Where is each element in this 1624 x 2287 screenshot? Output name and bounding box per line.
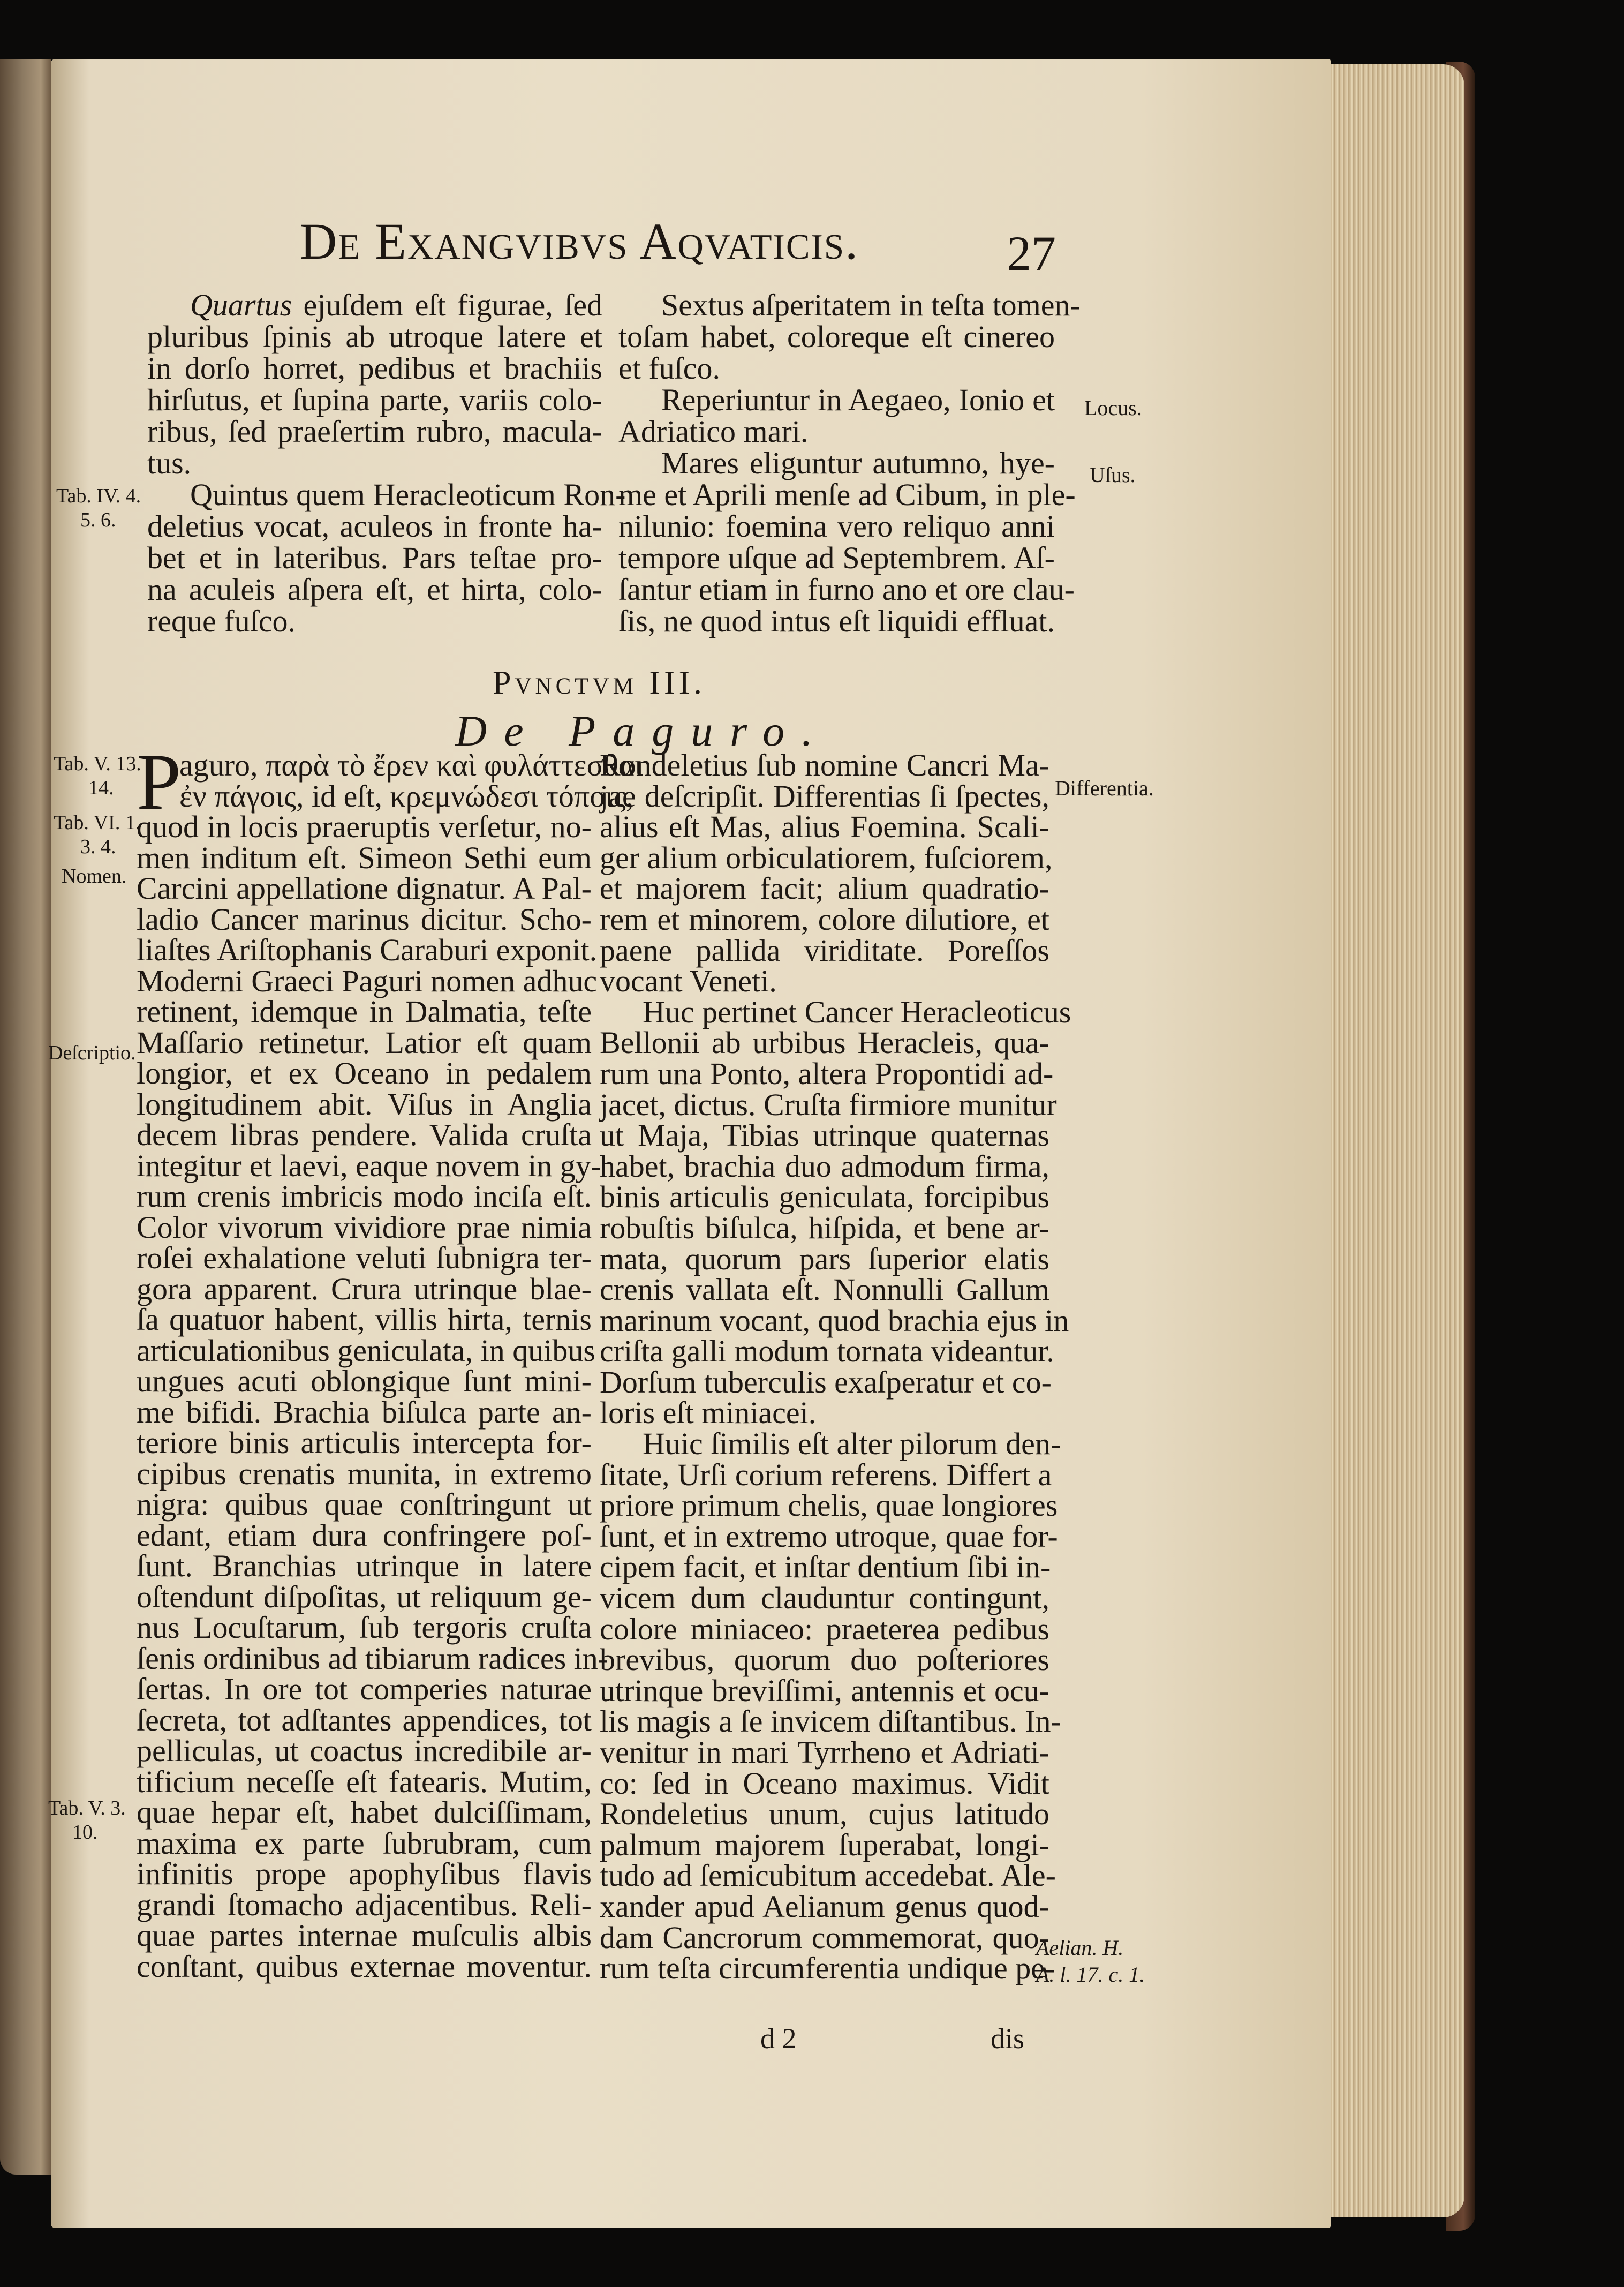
text-line: nigra: quibus quae conſtringunt ut [137,1487,592,1522]
text-line: liaſtes Ariſtophanis Caraburi exponit. [137,932,598,967]
top-left-column [147,288,626,638]
text-line: retinent, idemque in Dalmatia, teſte [137,994,592,1029]
text-line: ſitate, Urſi corium referens. Differt a [600,1457,1052,1492]
text-line: quod in locis praeruptis verſetur, no- [137,809,592,844]
text-line: Rondeletius ſub nomine Cancri Ma- [600,748,1049,783]
text-line: crenis vallata eſt. Nonnulli Gallum [600,1272,1049,1307]
left-main-column [137,738,643,1984]
text-line: colore miniaceo: praeterea pedibus [600,1611,1049,1646]
text-line: ſunt, et in extremo utroque, quae for- [600,1518,1058,1554]
text-line: ungues acuti oblongique ſunt mini- [137,1364,592,1398]
text-line: articulationibus geniculata, in quibus [137,1333,595,1368]
text-line: edant, etiam dura confringere poſ- [137,1517,592,1553]
text-line: Rondeletius unum, cujus latitudo [600,1796,1049,1832]
text-line: loris eſt miniacei. [600,1395,817,1431]
margin-note-tab-v: Tab. V. 13. [54,753,141,775]
text-line: brevibus, quorum duo poſteriores [600,1642,1049,1677]
text-line: dam Cancrorum commemorat, quo- [600,1920,1049,1955]
text-line: ſecreta, tot adſtantes appendices, tot [137,1702,592,1737]
italic-word: Quartus [190,288,292,322]
text-line: pluribus ſpinis ab utroque latere et [147,319,602,354]
margin-note-aelian-ref: A. l. 17. c. 1. [1036,1962,1145,1987]
margin-note-differentia: Differentia. [1055,776,1154,800]
text-line: ger alium orbiculatiorem, fuſciorem, [600,840,1053,875]
text-line: Moderni Graeci Paguri nomen adhuc [137,963,598,998]
text-line: cipem facit, et inſtar dentium ſibi in- [600,1549,1051,1585]
text-line: priore primum chelis, quae longiores [600,1488,1058,1523]
text-line: rem et minorem, colore dilutiore, et [600,901,1049,937]
margin-note-tab-v3-sub: 10. [72,1821,98,1844]
text-line: aguro, παρὰ τὸ ἔρεν καὶ φυλάττεσθαι [179,748,643,783]
text-line: Dorſum tuberculis exaſperatur et co- [600,1364,1052,1400]
text-line: mata, quorum pars ſuperior elatis [600,1241,1049,1276]
text-line: Huc pertinet Cancer Heracleoticus [643,994,1071,1029]
text-line: rum teſta circumferentia undique pe- [600,1951,1055,1986]
text-line: quae partes internae muſculis albis [137,1918,592,1953]
margin-note-tab-v3: Tab. V. 3. [48,1797,126,1819]
text-line: roſei exhalatione veluti ſubnigra ter- [137,1240,592,1275]
text-line: Mares eliguntur autumno, hye- [661,446,1055,480]
text-line: ἐν πάγοις, id eſt, κρεμνώδεσι τόποις, [179,778,634,814]
text-line: men inditum eſt. Simeon Sethi eum [137,840,592,875]
text-line: gora apparent. Crura utrinque blae- [137,1271,592,1306]
text-line: ſantur etiam in furno ano et ore clau- [618,572,1075,607]
text-line: Adriatico mari. [618,414,809,449]
text-line: alius eſt Mas, alius Foemina. Scali- [600,809,1049,845]
text-line: maxima ex parte ſubrubram, cum [137,1825,592,1861]
margin-note-tab-vi-sub: 3. 4. [80,836,116,858]
text-line: toſam habet, coloreque eſt cinereo [618,319,1055,354]
text-line: co: ſed in Oceano maximus. Vidit [600,1765,1049,1801]
text-line: infinitis prope apophyſibus flavis [137,1856,592,1891]
left-page-edge [0,59,51,2175]
margin-note-tab-iv-sub: 5. 6. [80,509,116,531]
text-line: ſenis ordinibus ad tibiarum radices in- [137,1641,609,1676]
text-line: ſa quatuor habent, villis hirta, ternis [137,1302,592,1337]
text-line: ut Maja, Tibias utrinque quaternas [600,1118,1049,1153]
text-line: Reperiuntur in Aegaeo, Ionio et [661,382,1055,417]
text-line: ladio Cancer marinus dicitur. Scho- [137,901,592,937]
text-line: paene pallida viriditate. Poreſſos [600,932,1049,968]
top-right-column [618,288,1081,638]
text-line: robuſtis biſulca, hiſpida, et bene ar- [600,1210,1049,1245]
text-line: ſunt. Branchias utrinque in latere [137,1548,592,1583]
text-line: me et Aprili menſe ad Cibum, in ple- [618,477,1076,512]
text-line: tificium neceſſe eſt fatearis. Mutim, [137,1764,592,1799]
section-title: De Paguro. [455,706,830,755]
text-line: hirſutus, et ſupina parte, variis colo- [147,382,602,417]
text-line: vocant Veneti. [600,964,777,999]
text-line: decem libras pendere. Valida cruſta [137,1117,592,1152]
text-line: teriore binis articulis intercepta for- [137,1425,592,1460]
text-line: lis magis a ſe invicem diſtantibus. In- [600,1704,1061,1739]
page-number: 27 [1007,226,1056,281]
text-line: et fuſco. [618,351,721,386]
text-line: habet, brachia duo admodum firma, [600,1148,1049,1184]
margin-note-tab-vi: Tab. VI. 1. [54,811,141,834]
text-line: vicem dum clauduntur contingunt, [600,1581,1049,1616]
section-number: Pvnctvm III. [493,665,706,701]
text-line: utrinque breviſſimi, antennis et ocu- [600,1673,1049,1708]
text-line: Bellonii ab urbibus Heracleis, qua- [600,1025,1049,1060]
text-line: integitur et laevi, eaque novem in gy- [137,1148,602,1183]
text-line: Carcini appellatione dignatur. A Pal- [137,871,592,906]
text-line: venitur in mari Tyrrheno et Adriati- [600,1735,1049,1770]
text-line: xander apud Aelianum genus quod- [600,1889,1049,1924]
text-line: rum crenis imbricis modo inciſa eſt. [137,1179,592,1214]
text-line: rum una Ponto, altera Propontidi ad- [600,1056,1054,1091]
text-line: nus Locuſtarum, ſub tergoris cruſta [137,1610,592,1645]
text-line: me bifidi. Brachia biſulca parte an- [137,1394,592,1430]
text-line: bet et in lateribus. Pars teſtae pro- [147,540,602,575]
text-line: reque fuſco. [147,604,296,638]
text-line: conſtant, quibus externae moventur. [137,1949,592,1984]
text-line: in dorſo horret, pedibus et brachiis [147,351,602,386]
text-line: grandi ſtomacho adjacentibus. Reli- [137,1887,592,1922]
running-header-title: De Exangvibvs Aqvaticis. [300,213,859,270]
text-line: longior, et ex Oceano in pedalem [137,1056,592,1090]
text-line: tempore uſque ad Septembrem. Aſ- [618,540,1055,575]
margin-note-descriptio: Deſcriptio. [48,1042,136,1064]
margin-note-locus: Locus. [1084,396,1142,420]
right-main-column [600,748,1071,1986]
margin-note-usus: Uſus. [1090,463,1136,487]
margin-note-tab-v-sub: 14. [88,777,114,799]
text-line: criſta galli modum tornata videantur. [600,1334,1054,1369]
text-line: pelliculas, ut coactus incredibile ar- [137,1733,592,1768]
text-line: oſtendunt diſpoſitas, ut reliquum ge- [137,1579,592,1614]
text-line: cipibus crenatis munita, in extremo [137,1456,592,1491]
text-line: Huic ſimilis eſt alter pilorum den- [643,1426,1061,1462]
margin-note-nomen: Nomen. [62,865,127,887]
page-edges [1312,64,1464,2217]
text-line: ſertas. In ore tot comperies naturae [137,1672,592,1706]
signature-mark: d 2 [760,2022,797,2055]
text-line: marinum vocant, quod brachia ejus in [600,1303,1069,1338]
text-line: deletius vocat, aculeos in fronte ha- [147,509,602,544]
margin-note-tab-iv: Tab. IV. 4. [56,485,141,507]
text-line: ſis, ne quod intus eſt liquidi effluat. [618,604,1055,638]
text-line: et majorem facit; alium quadratio- [600,871,1049,906]
text-line: binis articulis geniculata, forcipibus [600,1179,1049,1215]
catchword: dis [991,2022,1025,2055]
text-line: tudo ad ſemicubitum accedebat. Ale- [600,1858,1056,1893]
text-line: Maſſario retinetur. Latior eſt quam [137,1025,592,1060]
text-line [147,289,602,321]
text-line: Color vivorum vividiore prae nimia [137,1209,592,1245]
text-line: jacet, dictus. Cruſta firmiore munitur [600,1087,1057,1122]
text-line: tus. [147,446,192,480]
text-line: na aculeis aſpera eſt, et hirta, colo- [147,572,602,607]
text-line: jae deſcripſit. Differentias ſi ſpectes, [600,778,1049,814]
text-line: Quintus quem Heracleoticum Ron- [190,477,626,512]
text-line: quae hepar eſt, habet dulciſſimam, [137,1795,592,1830]
text-line: nilunio: foemina vero reliquo anni [618,509,1055,544]
margin-note-aelian: Aelian. H. [1036,1936,1124,1960]
text-line: palmum majorem ſuperabat, longi- [600,1827,1049,1862]
line-rest: ejuſdem eſt figurae, ſed [303,288,603,322]
text-line: Sextus aſperitatem in teſta tomen- [661,288,1081,322]
text-line: longitudinem abit. Viſus in Anglia [137,1086,592,1122]
drop-cap: P [137,738,182,826]
text-line: ribus, ſed praeſertim rubro, macula- [147,414,602,449]
